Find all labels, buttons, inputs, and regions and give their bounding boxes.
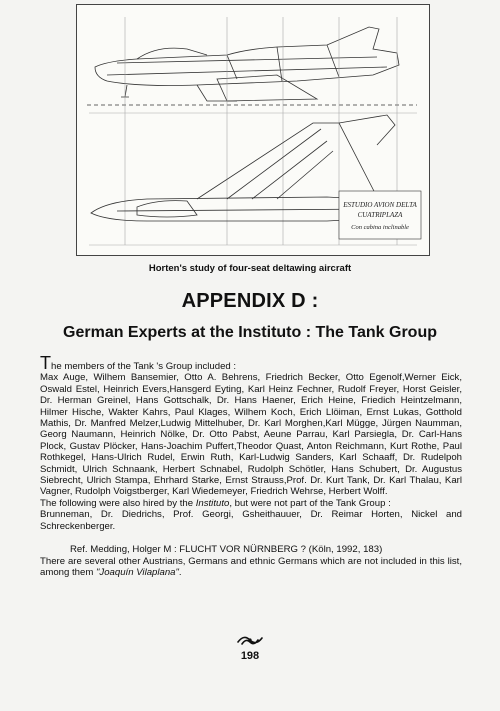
body-text — [40, 353, 462, 578]
others-italic: "Joaquín Vilaplana" — [96, 566, 179, 578]
stamp-line-3: Con cabina inclinable — [351, 224, 409, 231]
others-note — [40, 556, 462, 579]
fleuron-ornament-icon — [236, 632, 264, 648]
reference-line: Ref. Medding, Holger M : FLUCHT VOR NÜRNBERG ? (Köln, 1992, 183) — [70, 544, 383, 556]
figure-caption: Horten's study of four-seat deltawing aircraft — [148, 263, 352, 274]
appendix-title: APPENDIX D : — [181, 290, 319, 312]
others-pre: There are several other Austrians, Germans and ethnic Germans which are not included in this list, among them — [40, 555, 462, 578]
also-hired-post: , but were not part of the Tank Group : — [229, 497, 391, 509]
aircraft-blueprint-drawing — [77, 5, 429, 255]
stamp-line-1: ESTUDIO AVION DELTA — [343, 201, 417, 209]
members-list: Max Auge, Wilhem Bansemier, Otto A. Behrens, Friedrich Becker, Otto Egenolf,Werner Eick, Oswald Estel, Heinrich Evers,Hansgerd Eyting, Karl Heinz Fechner, Rudolf Freyer, Horst Geisler, Dr. Herman Greinel, Hans Gottschalk, Dr. Hans Haener, Erich Heine, Friedich Heintzelmann, Hilmer Hische, Wakter Kahrs, Paul Klages, Wilhem Koch, Erich Llöiman, Ernst Lukas, Gotthold Mathis, Dr. Manfred Melzer,Ludwig Mittelhuber, Dr. Karl Morghen,Karl Mügge, Jürgen Naumman, Georg Naumann, Heinrich Nölke, Dr. Otto Pabst, Aeune Parrau, Karl Parsiegla, Dr. Carl-Hans Plock, Gustav Plöcker, Hans-Joachim Puffert,Theodor Quast, Anton Reichmann, Kurt Rothe, Paul Rothkegel, Hans-Ulrich Rudel, Erwin Ruth, Karl-Ludwig Sanders, Karl Schaaff, Dr. Rudelpoh Schmidt, Ulrich Schnaank, Herbert Schnabel, Rudolph Schötler, Hans Schubert, Dr. Augustus Siebrecht, Ulrich Stampa, Ehrhard Starke, Ernst Strauss,Prof. Dr. Kurt Tank, Dr. Karl Thalau, Karl Vagner, Rudolph Voigstberger, Karl Wiedemeyer, Friedrich Wehrse, Herbert Wolff. — [40, 372, 462, 498]
others-post: . — [178, 566, 182, 578]
also-hired-names: Brunneman, Dr. Diedrichs, Prof. Georgi, Gsheithauuer, Dr. Reimar Horten, Nickel and Schreckenberger. — [40, 509, 462, 532]
aircraft-drawing-figure — [76, 4, 430, 256]
lead-text: he members of the Tank 's Group included : — [51, 361, 237, 372]
drop-initial: T — [40, 353, 51, 373]
also-hired-italic: Instituto — [195, 497, 230, 509]
also-hired-sentence — [40, 498, 462, 509]
lead-paragraph — [40, 353, 462, 373]
section-title: German Experts at the Instituto : The Tank Group — [63, 324, 437, 341]
stamp-line-2: CUATRIPLAZA — [357, 211, 403, 219]
page-number: 198 — [240, 650, 260, 662]
also-hired-pre: The following were also hired by the — [40, 497, 196, 509]
